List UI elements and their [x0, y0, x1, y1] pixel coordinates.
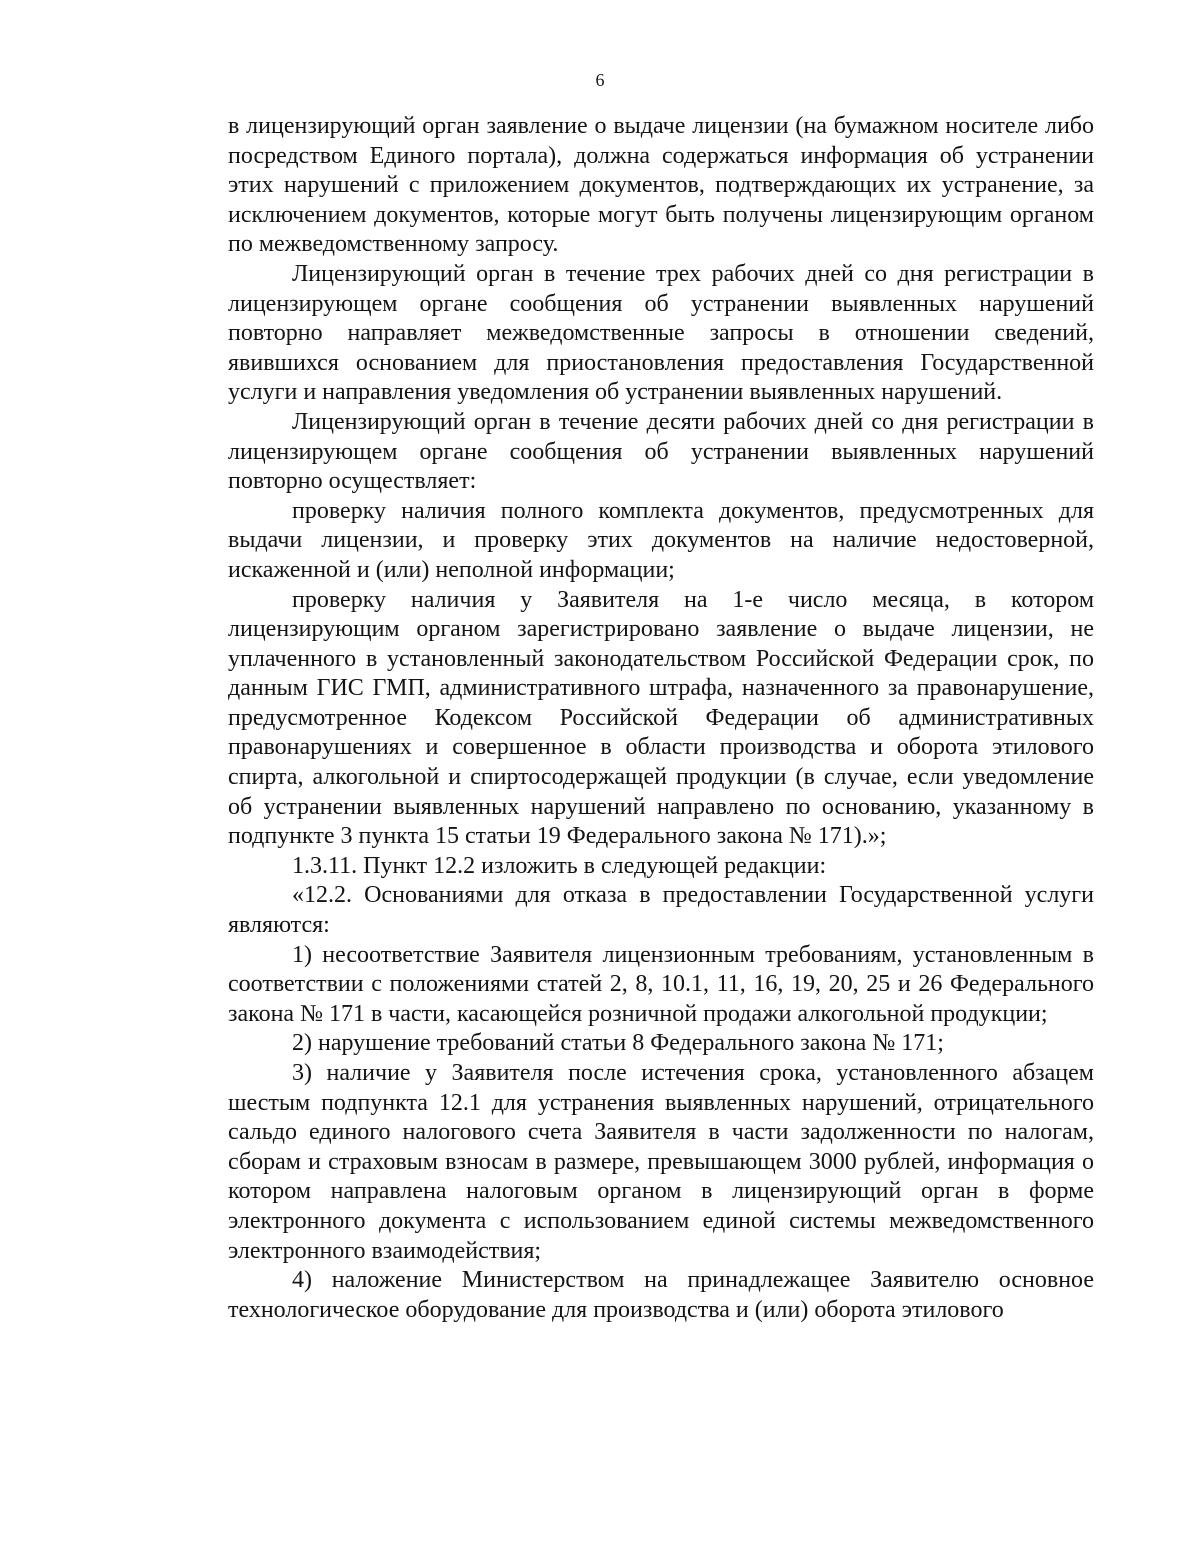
paragraph-5: проверку наличия у Заявителя на 1-е число месяца, в котором лицензирующим органом зарегистрировано заявление о выдаче лицензии, не уплаченного в установленный законодательством Российской Федерации срок, по данным ГИС ГМП, административного штрафа, назначенного за правонарушение, предусмотренное Кодексом Российской Федерации об административных правонарушениях и совершенное в области производства и оборота этилового спирта, алкогольной и спиртосодержащей продукции (в случае, если уведомление об устранении выявленных нарушений направлено по основанию, указанному в подпункте 3 пункта 15 статьи 19 Федерального закона № 171).»;: [228, 586, 1094, 850]
paragraph-4: проверку наличия полного комплекта документов, предусмотренных для выдачи лицензии, и проверку этих документов на наличие недостоверной, искаженной и (или) неполной информации;: [228, 497, 1094, 583]
paragraph-10: 3) наличие у Заявителя после истечения срока, установленного абзацем шестым подпункта 12.1 для устранения выявленных нарушений, отрицательного сальдо единого налогового счета Заявителя в части задолженности по налогам, сборам и страховым взносам в размере, превышающем 3000 рублей, информация о котором направлена налоговым органом в лицензирующий орган в форме электронного документа с использованием единой системы межведомственного электронного взаимодействия;: [228, 1060, 1094, 1264]
paragraph-6: 1.3.11. Пункт 12.2 изложить в следующей редакции:: [292, 852, 827, 879]
paragraph-3: Лицензирующий орган в течение десяти рабочих дней со дня регистрации в лицензирующем органе сообщения об устранении выявленных нарушений повторно осуществляет:: [228, 408, 1094, 495]
paragraph-2: Лицензирующий орган в течение трех рабочих дней со дня регистрации в лицензирующем органе сообщения об устранении выявленных нарушений повторно направляет межведомственные запросы в отношении сведений, явившихся основанием для приостановления предоставления Государственной услуги и направления уведомления об устранении выявленных нарушений.: [228, 260, 1094, 406]
paragraph-1: в лицензирующий орган заявление о выдаче лицензии (на бумажном носителе либо посредством Единого портала), должна содержаться информация об устранении этих нарушений с приложением документов, подтверждающих их устранение, за исключением документов, которые могут быть получены лицензирующим органом по межведомственному запросу.: [228, 113, 1094, 258]
paragraph-9: 2) нарушение требований статьи 8 Федерального закона № 171;: [292, 1030, 944, 1057]
paragraph-11: 4) наложение Министерством на принадлежащее Заявителю основное технологическое оборудование для производства и (или) оборота этилового: [228, 1267, 1094, 1323]
paragraph-7: «12.2. Основаниями для отказа в предоставлении Государственной услуги являются:: [228, 882, 1094, 939]
page-number: 6: [595, 70, 605, 90]
document-body: [228, 112, 1094, 1325]
paragraph-8: 1) несоответствие Заявителя лицензионным требованиям, установленным в соответствии с положениями статей 2, 8, 10.1, 11, 16, 19, 20, 25 и 26 Федерального закона № 171 в части, касающейся розничной продажи алкогольной продукции;: [228, 941, 1094, 1027]
